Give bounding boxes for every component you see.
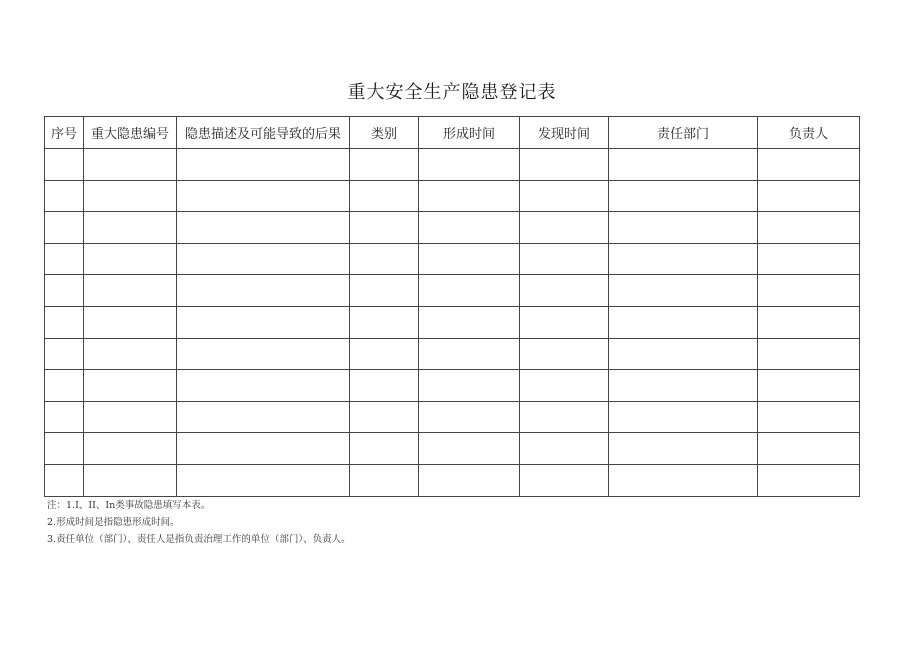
- table-cell[interactable]: [758, 275, 860, 307]
- table-cell[interactable]: [84, 243, 177, 275]
- table-cell[interactable]: [520, 275, 609, 307]
- table-cell[interactable]: [84, 275, 177, 307]
- table-cell[interactable]: [177, 306, 350, 338]
- table-row: [45, 243, 860, 275]
- table-cell[interactable]: [84, 464, 177, 496]
- table-cell[interactable]: [45, 464, 84, 496]
- table-cell[interactable]: [350, 212, 419, 244]
- table-cell[interactable]: [758, 370, 860, 402]
- table-cell[interactable]: [758, 212, 860, 244]
- table-cell[interactable]: [177, 464, 350, 496]
- column-header-responsible-person: 负责人: [758, 117, 860, 149]
- column-header-category: 类别: [350, 117, 419, 149]
- table-cell[interactable]: [419, 370, 520, 402]
- table-cell[interactable]: [350, 433, 419, 465]
- table-cell[interactable]: [758, 306, 860, 338]
- table-cell[interactable]: [520, 464, 609, 496]
- table-cell[interactable]: [419, 212, 520, 244]
- table-notes: [47, 497, 351, 548]
- table-cell[interactable]: [45, 338, 84, 370]
- table-row: [45, 180, 860, 212]
- table-cell[interactable]: [419, 180, 520, 212]
- table-cell[interactable]: [350, 401, 419, 433]
- table-cell[interactable]: [45, 180, 84, 212]
- table-row: [45, 306, 860, 338]
- column-header-formation-time: 形成时间: [419, 117, 520, 149]
- table-cell[interactable]: [520, 401, 609, 433]
- table-cell[interactable]: [350, 243, 419, 275]
- table-cell[interactable]: [609, 464, 758, 496]
- table-cell[interactable]: [758, 243, 860, 275]
- table-cell[interactable]: [758, 464, 860, 496]
- table-row: [45, 433, 860, 465]
- table-cell[interactable]: [84, 433, 177, 465]
- table-cell[interactable]: [758, 401, 860, 433]
- table-cell[interactable]: [45, 212, 84, 244]
- table-cell[interactable]: [520, 212, 609, 244]
- table-cell[interactable]: [520, 338, 609, 370]
- table-cell[interactable]: [758, 338, 860, 370]
- table-cell[interactable]: [177, 243, 350, 275]
- table-cell[interactable]: [609, 149, 758, 181]
- table-cell[interactable]: [520, 306, 609, 338]
- hazard-register-table: [44, 116, 860, 497]
- table-cell[interactable]: [45, 149, 84, 181]
- table-cell[interactable]: [609, 370, 758, 402]
- table-cell[interactable]: [177, 338, 350, 370]
- table-cell[interactable]: [609, 338, 758, 370]
- table-cell[interactable]: [419, 243, 520, 275]
- table-cell[interactable]: [520, 180, 609, 212]
- table-cell[interactable]: [84, 180, 177, 212]
- table-cell[interactable]: [758, 149, 860, 181]
- table-cell[interactable]: [758, 433, 860, 465]
- table-cell[interactable]: [350, 370, 419, 402]
- table-cell[interactable]: [45, 370, 84, 402]
- table-row: [45, 464, 860, 496]
- note-line: 注：1.I、II、In类事故隐患填写本表。: [47, 500, 211, 511]
- table-cell[interactable]: [350, 338, 419, 370]
- table-cell[interactable]: [419, 306, 520, 338]
- table-cell[interactable]: [520, 370, 609, 402]
- table-cell[interactable]: [419, 338, 520, 370]
- table-cell[interactable]: [350, 149, 419, 181]
- table-cell[interactable]: [520, 243, 609, 275]
- table-cell[interactable]: [609, 433, 758, 465]
- column-header-serial: 序号: [45, 117, 84, 149]
- table-cell[interactable]: [419, 433, 520, 465]
- table-cell[interactable]: [758, 180, 860, 212]
- table-cell[interactable]: [45, 401, 84, 433]
- note-line: 3.责任单位（部门）、责任人是指负责治理工作的单位（部门）、负责人。: [47, 534, 351, 545]
- table-cell[interactable]: [520, 149, 609, 181]
- table-row: [45, 338, 860, 370]
- table-cell[interactable]: [520, 433, 609, 465]
- table-row: [45, 275, 860, 307]
- column-header-discovery-time: 发现时间: [520, 117, 609, 149]
- note-line: 2.形成时间是指隐患形成时间。: [47, 517, 180, 528]
- column-header-hazard-number: 重大隐患编号: [84, 117, 177, 149]
- table-cell[interactable]: [609, 243, 758, 275]
- table-cell[interactable]: [419, 149, 520, 181]
- table-cell[interactable]: [45, 433, 84, 465]
- table-cell[interactable]: [177, 275, 350, 307]
- table-cell[interactable]: [609, 212, 758, 244]
- table-cell[interactable]: [609, 306, 758, 338]
- table-cell[interactable]: [177, 180, 350, 212]
- table-cell[interactable]: [84, 338, 177, 370]
- table-cell[interactable]: [177, 433, 350, 465]
- table-cell[interactable]: [177, 401, 350, 433]
- table-cell[interactable]: [84, 149, 177, 181]
- table-cell[interactable]: [177, 149, 350, 181]
- table-cell[interactable]: [609, 275, 758, 307]
- column-header-description: 隐患描述及可能导致的后果: [177, 117, 350, 149]
- table-cell[interactable]: [45, 306, 84, 338]
- table-cell[interactable]: [84, 306, 177, 338]
- table-cell[interactable]: [419, 464, 520, 496]
- table-cell[interactable]: [609, 401, 758, 433]
- table-header-row: [45, 117, 860, 149]
- table-cell[interactable]: [177, 370, 350, 402]
- table-cell[interactable]: [84, 212, 177, 244]
- table-row: [45, 149, 860, 181]
- table-cell[interactable]: [350, 180, 419, 212]
- table-row: [45, 401, 860, 433]
- table-cell[interactable]: [419, 275, 520, 307]
- table-cell[interactable]: [45, 275, 84, 307]
- table-cell[interactable]: [609, 180, 758, 212]
- table-cell[interactable]: [350, 464, 419, 496]
- table-row: [45, 212, 860, 244]
- table-cell[interactable]: [177, 212, 350, 244]
- table-cell[interactable]: [84, 370, 177, 402]
- table-cell[interactable]: [84, 401, 177, 433]
- table-cell[interactable]: [45, 243, 84, 275]
- table-cell[interactable]: [419, 401, 520, 433]
- table-cell[interactable]: [350, 275, 419, 307]
- table-cell[interactable]: [350, 306, 419, 338]
- page-title: 重大安全生产隐患登记表: [347, 82, 557, 103]
- column-header-responsible-department: 责任部门: [609, 117, 758, 149]
- table-row: [45, 370, 860, 402]
